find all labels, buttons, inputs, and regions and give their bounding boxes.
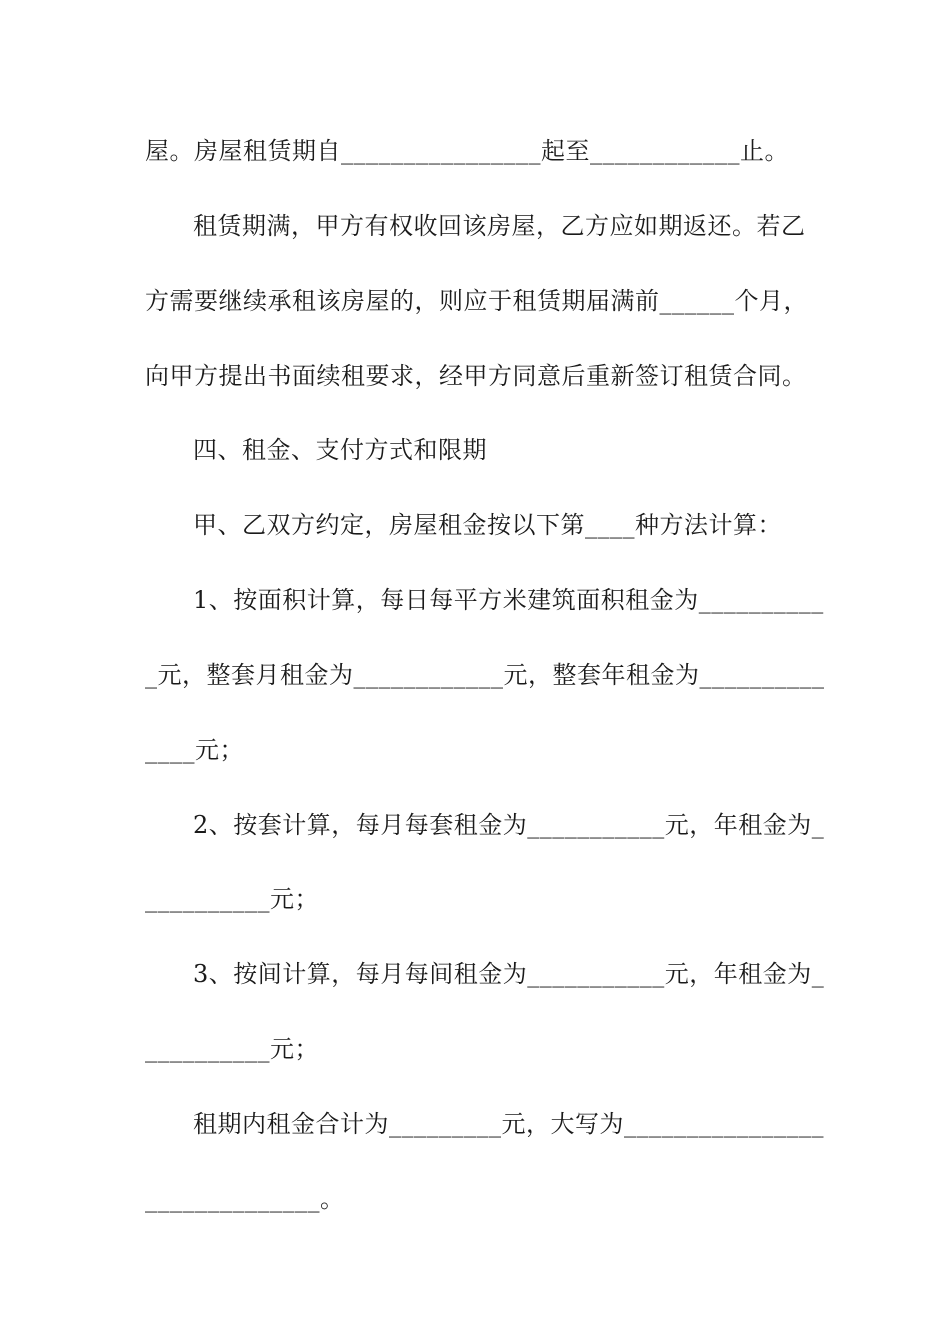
text-line: _元，整套月租金为____________元，整套年租金为__________ <box>145 661 825 689</box>
text-line: 2、按套计算，每月每套租金为___________元，年租金为_ <box>193 811 825 839</box>
text-line: __________元； <box>145 885 319 913</box>
text-line: 甲、乙双方约定，房屋租金按以下第____种方法计算： <box>193 511 782 539</box>
text-line: __________元； <box>145 1035 319 1063</box>
text-line: 1、按面积计算，每日每平方米建筑面积租金为__________ <box>193 586 824 614</box>
section-heading: 四、租金、支付方式和限期 <box>193 436 487 464</box>
text-line: ______________。 <box>145 1185 345 1213</box>
text-line: 3、按间计算，每月每间租金为___________元，年租金为_ <box>193 960 825 988</box>
text-line: 屋。房屋租赁期自________________起至____________止。 <box>145 137 789 165</box>
text-line: 租赁期满，甲方有权收回该房屋，乙方应如期返还。若乙 <box>193 212 806 240</box>
text-line: 租期内租金合计为_________元，大写为________________ <box>193 1110 824 1138</box>
text-line: 向甲方提出书面续租要求，经甲方同意后重新签订租赁合同。 <box>145 362 807 390</box>
text-line: 方需要继续承租该房屋的，则应于租赁期届满前______个月， <box>145 287 808 315</box>
text-line: ____元； <box>145 736 244 764</box>
